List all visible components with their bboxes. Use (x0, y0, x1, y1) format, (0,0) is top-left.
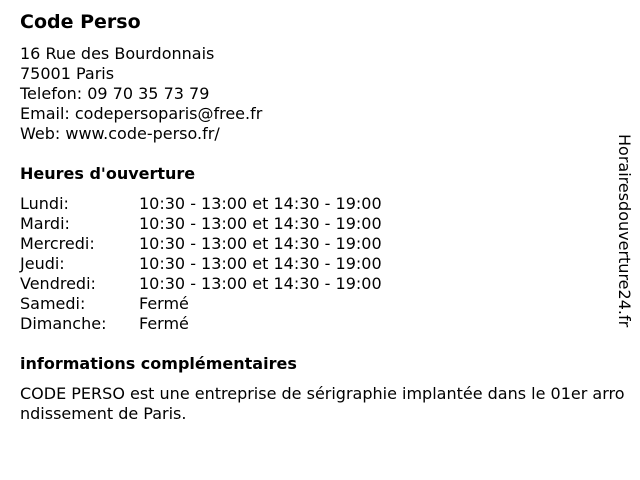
phone-line: Telefon: 09 70 35 73 79 (20, 84, 210, 103)
contact-block (20, 44, 262, 144)
time-value: Fermé (139, 294, 189, 313)
additional-info-heading: informations complémentaires (20, 354, 297, 373)
address-line-city: 75001 Paris (20, 64, 115, 83)
page-title: Code Perso (20, 11, 141, 33)
day-label: Dimanche: (20, 314, 107, 333)
business-description: CODE PERSO est une entreprise de sérigraphie implantée dans le 01er arrondissement de Paris. (20, 384, 625, 423)
day-label: Lundi: (20, 194, 69, 213)
day-label: Jeudi: (20, 254, 65, 273)
day-label: Samedi: (20, 294, 86, 313)
time-value: 10:30 - 13:00 et 14:30 - 19:00 (139, 254, 382, 273)
opening-hours-heading: Heures d'ouverture (20, 164, 196, 183)
email-line: Email: codepersoparis@free.fr (20, 104, 263, 123)
day-label: Mardi: (20, 214, 70, 233)
time-value: 10:30 - 13:00 et 14:30 - 19:00 (139, 194, 382, 213)
day-label: Vendredi: (20, 274, 96, 293)
time-value: 10:30 - 13:00 et 14:30 - 19:00 (139, 274, 382, 293)
time-value: 10:30 - 13:00 et 14:30 - 19:00 (139, 214, 382, 233)
time-value: Fermé (139, 314, 189, 333)
address-line-street: 16 Rue des Bourdonnais (20, 44, 215, 63)
day-label: Mercredi: (20, 234, 95, 253)
web-line: Web: www.code-perso.fr/ (20, 124, 220, 143)
site-watermark: Horairesdouverture24.fr (615, 134, 634, 328)
time-value: 10:30 - 13:00 et 14:30 - 19:00 (139, 234, 382, 253)
